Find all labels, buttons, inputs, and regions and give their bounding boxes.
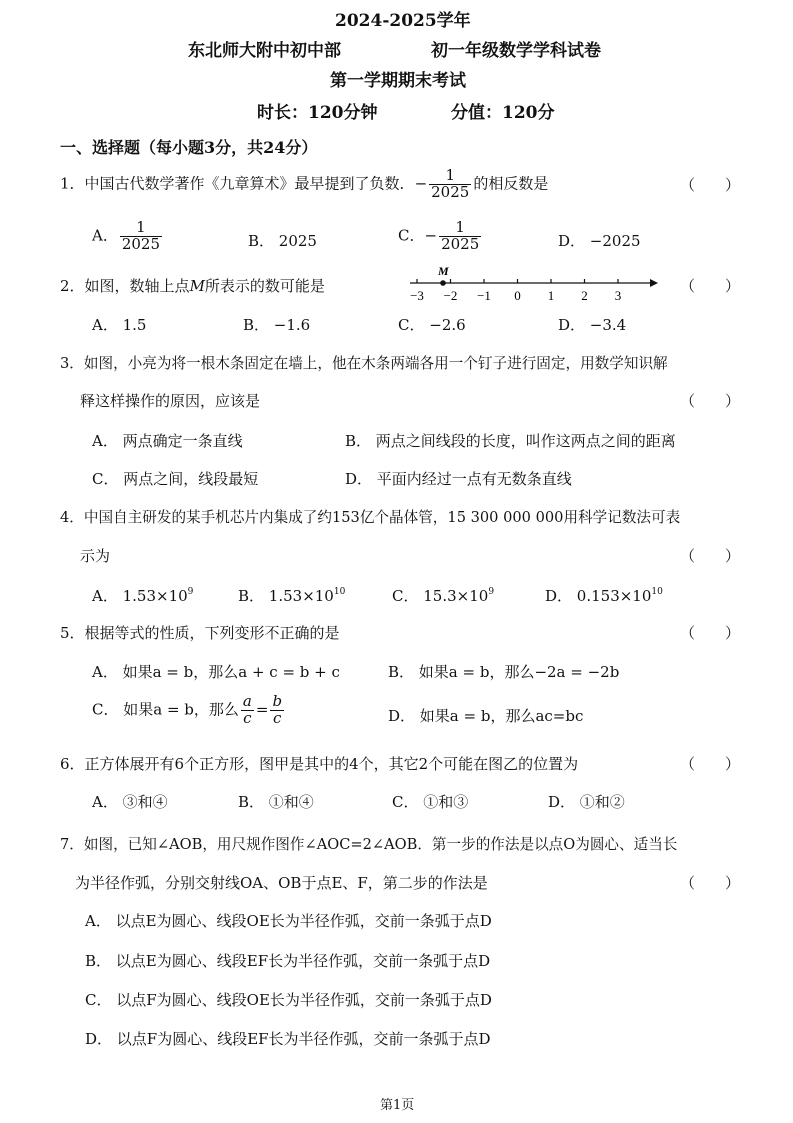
question-number: 7． [60,836,84,853]
page-number: 第1页 [380,1098,415,1113]
section-title: 一、选择题（每小题3分，共24分） [60,138,318,157]
fraction-numerator: b [272,692,283,710]
option-b [238,585,345,606]
variable: M [189,277,205,295]
option-a: A． 1.5 [92,316,147,334]
exponent: 10 [333,587,346,597]
option-label: C． [398,226,425,245]
exam-term: 第一学期期末考试 [330,71,466,91]
question-6 [60,753,578,774]
point-label: M [438,264,449,278]
fraction-denominator: 2025 [441,234,480,253]
question-4 [60,506,680,527]
option-b: B． 以点E为圆心、线段EF长为半径作弧，交前一条弧于点D [85,952,491,970]
option-c [398,220,483,253]
school-name: 东北师大附中初中部 [188,41,341,61]
fraction [241,694,254,727]
question-text: 如图，小亮为将一根木条固定在墙上，他在木条两端各用一个钉子进行固定，用数学知识解 [83,355,668,372]
option-d: D． −3.4 [558,316,627,334]
fraction-numerator: 1 [120,220,162,237]
option-a: A． 以点E为圆心、线段OE长为半径作弧，交前一条弧于点D [85,912,492,930]
answer-blank: （ ） [680,755,741,773]
answer-blank: （ ） [680,176,741,194]
question-number: 4． [60,509,84,526]
option-label: A． [92,226,118,245]
answer-blank: （ ） [680,547,741,565]
fraction [120,220,162,253]
question-1 [60,168,548,201]
question-text: 中国古代数学著作《九章算术》最早提到了负数． [84,174,415,193]
option-b: B． ①和④ [238,793,314,811]
neg-sign: − [414,174,428,193]
option-d: D． −2025 [558,232,641,250]
question-5 [60,622,340,643]
option-c: C． ①和③ [392,793,469,811]
fraction [439,220,481,253]
fraction-denominator: 2025 [431,182,470,201]
exponent: 10 [651,587,663,597]
point-m [440,280,446,286]
question-number: 3． [60,355,84,372]
question-7 [60,833,677,854]
tick-label: 1 [547,288,555,303]
answer-blank: （ ） [680,277,741,295]
fraction-denominator: c [273,708,282,727]
option-a [92,220,164,253]
question-4-line2: 示为 [80,547,111,565]
number-line-figure [405,262,665,312]
neg-sign: − [424,226,438,245]
option-a: A． ③和④ [92,793,168,811]
option-d: D． 以点F为圆心、线段EF长为半径作弧，交前一条弧于点D [85,1030,491,1048]
option-a [92,585,193,606]
tick-label: 3 [614,288,622,303]
option-b: B． 2025 [248,232,317,250]
exam-subject: 初一年级数学学科试卷 [431,41,601,61]
option-c: C． 以点F为圆心、线段OE长为半径作弧，交前一条弧于点D [85,991,492,1009]
fraction-numerator: 1 [439,220,481,237]
option-text: C． 如果a = b，那么 [92,700,239,719]
option-a: A． 如果a = b，那么a + c = b + c [92,663,340,681]
question-7-line2: 为半径作弧，分别交射线OA、OB于点E、F，第二步的作法是 [75,874,488,892]
option-b: B． −1.6 [243,316,311,334]
exam-year: 2024-2025学年 [335,11,471,31]
option-b: B． 两点之间线段的长度，叫作这两点之间的距离 [345,432,676,450]
answer-blank: （ ） [680,624,741,642]
tick-label: −1 [477,288,491,303]
question-number: 1． [60,174,85,193]
option-a: A． 两点确定一条直线 [92,432,243,450]
option-d [545,585,663,606]
option-text: B． 1.53×10 [238,587,334,605]
option-d: D． 如果a = b，那么ac=bc [388,707,584,725]
arrow-icon [650,279,658,287]
option-b: B． 如果a = b，那么−2a = −2b [388,663,620,681]
exam-duration: 时长：120分钟 [257,103,378,123]
fraction-denominator: c [243,708,252,727]
question-text: 根据等式的性质，下列变形不正确的是 [84,624,340,642]
question-3-line2: 释这样操作的原因，应该是 [80,392,261,410]
question-number: 5． [60,624,85,642]
exponent: 9 [187,587,194,597]
fraction-denominator: 2025 [121,234,161,253]
answer-blank: （ ） [680,874,741,892]
option-text: D． 0.153×10 [545,587,652,605]
option-text: A． 1.53×10 [92,587,188,605]
exponent: 9 [488,587,495,597]
option-text: C． 15.3×10 [392,587,489,605]
answer-blank: （ ） [680,392,741,410]
question-text: 如图，已知∠AOB，用尺规作图作∠AOC=2∠AOB．第一步的作法是以点O为圆心、适当长 [83,836,678,853]
tick-label: 0 [514,288,521,303]
option-c: C． −2.6 [398,316,466,334]
fraction-numerator: 1 [429,168,471,185]
question-text: 中国自主研发的某手机芯片内集成了约153亿个晶体管，15 300 000 000用科学记数法可表 [83,509,681,526]
option-c [92,694,286,727]
question-text: 正方体展开有6个正方形，图甲是其中的4个，其它2个可能在图乙的位置为 [84,755,579,773]
question-3 [60,352,668,373]
tick-label: −2 [443,288,458,303]
question-text-end: 所表示的数可能是 [204,277,325,295]
option-c [392,585,494,606]
question-number: 6． [60,755,85,773]
tick-label: −3 [410,288,424,303]
question-2 [60,275,325,296]
exam-score: 分值：120分 [451,103,555,123]
option-d: D． 平面内经过一点有无数条直线 [345,470,572,488]
option-d: D． ①和② [548,793,625,811]
tick-label: 2 [581,288,588,303]
fraction [270,694,284,727]
question-text: 如图，数轴上点 [84,277,190,295]
option-c: C． 两点之间，线段最短 [92,470,259,488]
fraction-numerator: a [242,692,252,710]
question-text-end: 的相反数是 [473,174,549,193]
question-number: 2． [60,277,85,295]
equals-sign: = [255,700,269,719]
fraction [429,168,471,201]
